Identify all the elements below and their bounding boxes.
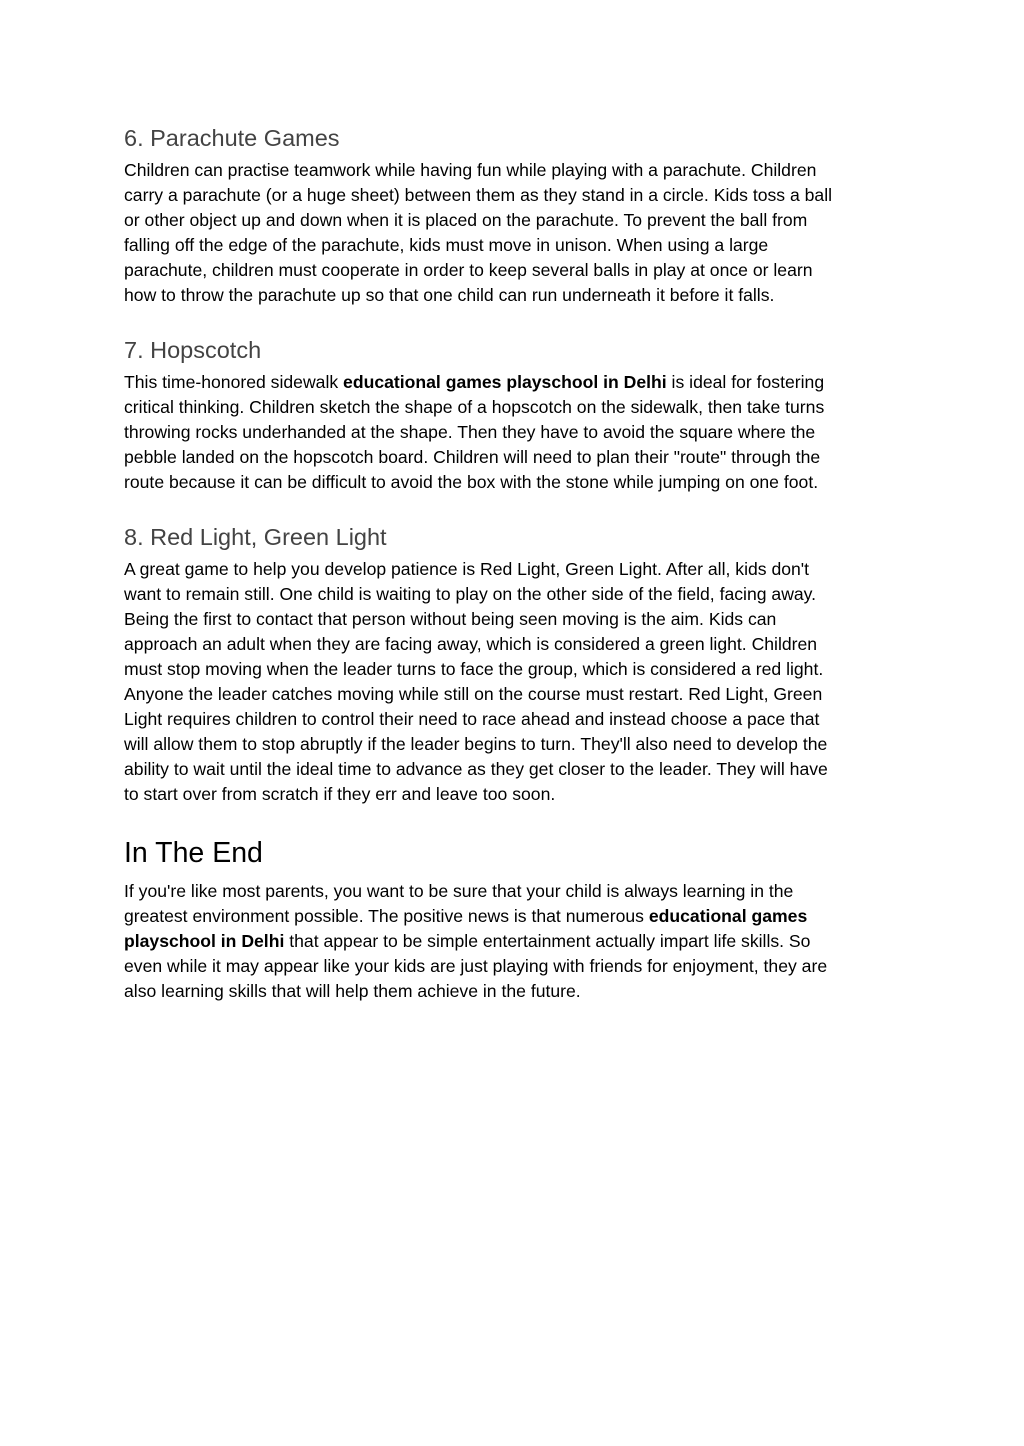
section-body-in-the-end xyxy=(124,879,894,1004)
text-line: pebble landed on the hopscotch board. Children will need to plan their "route" through the xyxy=(124,447,821,467)
text-line: also learning skills that will help them achieve in the future. xyxy=(124,981,581,1001)
text-line: ability to wait until the ideal time to advance as they get closer to the leader. They will have xyxy=(124,759,828,779)
text-run: This time-honored sidewalk xyxy=(124,372,344,392)
text-line: falling off the edge of the parachute, kids must move in unison. When using a large xyxy=(124,235,769,255)
section-body-hopscotch xyxy=(124,370,894,495)
document-page xyxy=(124,122,894,1004)
text-line: approach an adult when they are facing away, which is considered a green light. Children xyxy=(124,634,818,654)
text-run: that appear to be simple entertainment actually impart life skills. So xyxy=(284,931,811,951)
text-line: to start over from scratch if they err and leave too soon. xyxy=(124,784,556,804)
text-line: Light requires children to control their need to race ahead and instead choose a pace that xyxy=(124,709,820,729)
section-heading-parachute-games: 6. Parachute Games xyxy=(124,125,340,151)
text-line xyxy=(124,929,894,954)
text-line: A great game to help you develop patience is Red Light, Green Light. After all, kids don't xyxy=(124,559,810,579)
text-line: will allow them to stop abruptly if the leader begins to turn. They'll also need to develop the xyxy=(124,734,828,754)
section-heading-hopscotch: 7. Hopscotch xyxy=(124,337,262,363)
text-line: even while it may appear like your kids are just playing with friends for enjoyment, they are xyxy=(124,956,828,976)
text-line: how to throw the parachute up so that one child can run underneath it before it falls. xyxy=(124,285,775,305)
text-line: Anyone the leader catches moving while still on the course must restart. Red Light, Green xyxy=(124,684,823,704)
text-line: or other object up and down when it is placed on the parachute. To prevent the ball from xyxy=(124,210,808,230)
bold-keyword: educational games xyxy=(648,906,808,926)
section-heading-in-the-end: In The End xyxy=(124,837,263,869)
text-line: must stop moving when the leader turns to face the group, which is considered a red light. xyxy=(124,659,824,679)
bold-keyword: educational games playschool in Delhi xyxy=(343,372,667,392)
section-body-parachute-games xyxy=(124,158,894,308)
text-line: want to remain still. One child is waiting to play on the other side of the field, facing away. xyxy=(124,584,817,604)
bold-keyword: playschool in Delhi xyxy=(124,931,285,951)
text-line: critical thinking. Children sketch the shape of a hopscotch on the sidewalk, then take turns xyxy=(124,397,825,417)
text-line: route because it can be difficult to avoid the box with the stone while jumping on one foot. xyxy=(124,472,819,492)
section-body-red-light-green-light xyxy=(124,557,894,807)
text-run: greatest environment possible. The positive news is that numerous xyxy=(124,906,649,926)
text-line: parachute, children must cooperate in order to keep several balls in play at once or learn xyxy=(124,260,813,280)
text-line: throwing rocks underhanded at the shape. Then they have to avoid the square where the xyxy=(124,422,816,442)
text-line: Being the first to contact that person without being seen moving is the aim. Kids can xyxy=(124,609,777,629)
text-line: Children can practise teamwork while having fun while playing with a parachute. Children xyxy=(124,160,817,180)
section-heading-red-light-green-light: 8. Red Light, Green Light xyxy=(124,524,387,550)
text-line xyxy=(124,370,894,395)
text-run: is ideal for fostering xyxy=(666,372,825,392)
text-line xyxy=(124,904,894,929)
text-line: If you're like most parents, you want to be sure that your child is always learning in the xyxy=(124,881,794,901)
text-line: carry a parachute (or a huge sheet) between them as they stand in a circle. Kids toss a ball xyxy=(124,185,833,205)
